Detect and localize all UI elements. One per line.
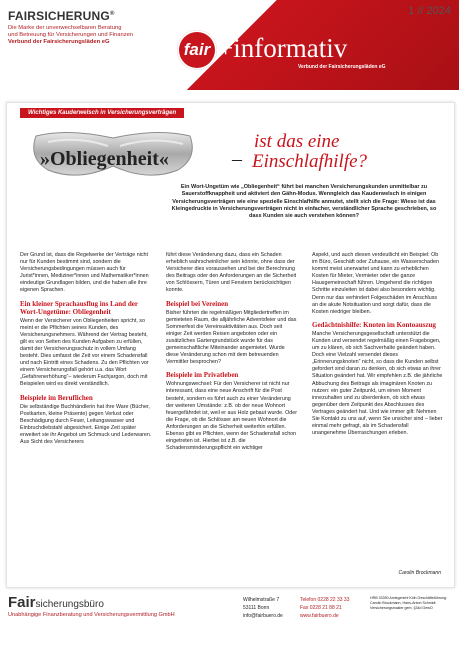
fair-logo: fair <box>177 30 217 70</box>
brand-title: FAIRSICHERUNG® <box>8 9 115 23</box>
magazine-subtitle: Verbund der Fairsicherungsläden eG <box>298 64 386 70</box>
paragraph: Die selbständige Buchhändlerin hat ihre Ware (Bücher, Postkarten, kleine Präsente) gegen Verlust oder Beschädigung durch Feuer, Leitungswasser und Einbruchdiebstahl abgesichert. Einige Zeit später erweitert sie ihr Angebot um Schmuck und Lederwaren. Aus Sicht des Versicherers <box>20 403 152 445</box>
section-tag: Wichtiges Kauderwelsch in Versicherungsverträgen <box>20 108 184 118</box>
tagline-line-3: Verbund der Fairsicherungsläden eG <box>8 39 110 45</box>
subheading: Gedächtnishilfe: Knoten im Kontoauszug <box>312 320 436 329</box>
footer-brand: Fairsicherungsbüro <box>8 594 104 611</box>
footer-contact <box>300 596 350 620</box>
paragraph: Manche Versicherungsgesellschaft unterstützt die Kunden und versendet regelmäßig einen Fragebogen, um zu klären, ob sich Sachverhalte geändert haben. Doch eine Vielzahl versendet dieses „Erinnerungsknoten“ nicht, so dass die Kunden selbst gefordert sind daran zu denken, ob sich etwas an ihrer Situation geändert hat. Wir empfehlen z.B. die jährliche Abbuchung des Beitrags als imaginären Knoten zu nutzen: ein guter Zeitpunkt, um einen Moment innezuhalten und zu überdenken, ob sich etwas gegenüber dem Zeitpunkt des Abschlusses des Vertrages geändert hat. Und wie immer gilt: Nehmen Sie Kontakt zu uns auf, wenn Sie unsicher sind – lieber einmal mehr gefragt, als im Schadensfall unangenehme Überraschungen erleben. <box>312 330 443 437</box>
article-column-2 <box>166 252 298 452</box>
subheading: Beispiel bei Vereinen <box>166 299 229 308</box>
paragraph: führt diese Veränderung dazu, dass ein Schaden erheblich wahrscheinlicher sein könnte, ohne dass der Versicherer dies voraussehen und bei der Berechnung des Beitrags oder den Anforderungen an die Sicherheit von Schlössern, Türen und Fenstern berücksichtigen konnte. <box>166 252 297 294</box>
article-column-1 <box>20 252 152 446</box>
footer-street: Wilhelmstraße 7 <box>243 597 280 603</box>
headline-question-2: Einschlafhilfe? <box>252 151 368 172</box>
footer-slogan: Unabhängige Finanzberatung und Versicherungsvermittlung GmbH <box>8 612 175 618</box>
footer-email-link[interactable]: info@fairbuero.de <box>243 613 283 619</box>
headline-dash: – <box>232 148 242 170</box>
footer-address <box>243 596 283 620</box>
tagline-line-2: und Betreuung für Versicherungen und Finanzen <box>8 32 134 38</box>
tagline-line-1: Die Marke der unverwechselbaren Beratung <box>8 25 122 31</box>
paragraph: Aspekt, und auch diesen verdeutlicht ein Beispiel: Ob im Büro, Geschäft oder Zuhause, ein Wasserschaden kommt meist unerwartet und kann zu erheblichen Kosten für Mieter, Vermieter oder die ganze Hausgemeinschaft führen. Umgehend die richtigen Schritte einzuleiten ist dabei also besonders wichtig. Denn nur das verhindert Folgeschäden im Anschluss an die akute Notsituation und sorgt dafür, dass die Kosten niedriger bleiben. <box>312 252 439 315</box>
paragraph: Der Grund ist, dass die Regelwerke der Verträge nicht nur für Kunden bestimmt sind, sondern die Versicherungsbedingungen müssen auch für Jurist*innen, Mediziner*innen und Mathematiker*innen eindeutige Grundlagen bilden, und die haben alle ihre eigenen Sprachen. <box>20 252 149 294</box>
paragraph: Wohnungswechsel: Für den Versicherer ist nicht nur interessant, dass eine neue Anschrift für die Post besteht, sondern es führt auch zu einer Veränderung der weiteren Umstände: z.B. ob der neue Wohnort feuergefährdet ist, weil er aus Holz gebaut wurde. Oder die Frage, ob die Schlösser am neuen Wohnort die Anforderungen an die Sicherheit weiterhin erfüllen. Ebenso gibt es Pflichten, wenn der Schadensfall schon eingetreten ist. Hierbei ist z.B. die Schadensminderungspflicht ein wichtiger <box>166 381 297 452</box>
footer-legal: HRB 33390 Amtsgericht Köln Geschäftsführung: Carolin Brockmann, Hans-Anton Schmidt Versicherungsmakler gem. §34d GewO <box>370 596 447 610</box>
subheading: Beispiele im Privatleben <box>166 371 239 380</box>
magazine-title: +informativ <box>218 33 348 63</box>
article-author: Carolin Brockmann <box>398 570 441 576</box>
footer-phone: Telefon 0228 22 33 33 <box>300 597 350 603</box>
paragraph: Bisher führten die regelmäßigen Mitgliedertreffen im gemieteten Raum, die alljährliche Adventsfeier und das Sommerfest die Vereinsaktivitäten aus. Doch seit einiger Zeit werden Reisen angeboten oder ein zusätzliches Gartengrundstück wurde für das gemeinschaftliche Miteinander angemietet. Wurde diese Veränderung schon mit dem betreuenden Vermittler besprochen? <box>166 309 297 366</box>
subheading: Beispiele im Beruflichen <box>20 393 93 402</box>
paragraph: Wenn der Versicherer von Obliegenheiten spricht, so meint er die Pflichten seines Kunden, des Versicherungsnehmers. Während der Vertrag besteht, gilt es von Seiten des Kunden Aufgaben zu erfüllen, damit der Versicherungsschutz in vollem Umfang besteht. Dies umfasst die Zeit vor einem Schadensfall und nach Eintritt eines Schadens. Zu den Pflichten vor einem Versicherungsfall gehört u.a. das Wort „Gefahrenerhöhung“– wiederum Fachjargon, doch mit Beispielen wird es direkt verständlich. <box>20 317 149 388</box>
article-lead: Ein Wort-Ungetüm wie „Obliegenheit“ führt bei manchen Versicherungskunden unmittelbar zu Sauerstoffknappheit und aktiviert den Gähn-Modus. Wenngleich das Kauderwelsch in einigen Versicherungsverträgen wie eine spezielle Einschlafhilfe anmutet, stellt sich die Frage: Wieso ist das Kleingedruckte in Versicherungsverträgen nicht in einfacher, verständlicher Sprache geschrieben, so dass Kunden sie auch verstehen können? <box>171 184 437 220</box>
headline-main: »Obliegenheit« <box>40 148 169 170</box>
headline-question-1: ist das eine <box>254 131 340 152</box>
footer-website-link[interactable]: www.fairbuero.de <box>300 613 339 619</box>
article-column-3 <box>312 252 444 437</box>
issue-number: 1 // 2024 <box>408 5 451 17</box>
subheading: Ein kleiner Sprachausflug ins Land der Wort-Ungetüme: Obliegenheit <box>20 299 138 316</box>
footer-fax: Fax 0228 21 88 21 <box>300 605 342 611</box>
footer-city: 53111 Bonn <box>243 605 270 611</box>
